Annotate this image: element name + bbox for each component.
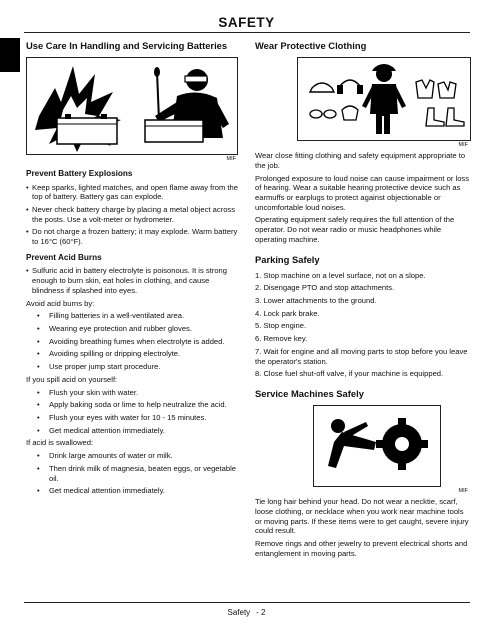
list-item: • Then drink milk of magnesia, beaten eggs, or vegetable oil. (26, 464, 238, 483)
swallow-lead: If acid is swallowed: (26, 438, 94, 448)
avoid-lead: Avoid acid burns by: (26, 298, 95, 308)
list-item: • Avoiding breathing fumes when electrolyte is added. (26, 337, 238, 347)
spill-lead: If you spill acid on yourself: (26, 374, 118, 384)
list-item: • Use proper jump start procedure. (26, 362, 238, 372)
figure-code: MIF (226, 156, 236, 163)
list-item: • Get medical attention immediately. (26, 426, 238, 436)
battery-box (57, 118, 117, 144)
list-item: • Filling batteries in a well-ventilated area. (26, 311, 238, 321)
battery-figure (26, 57, 238, 155)
list-item: • Avoiding spilling or dripping electrolyte. (26, 349, 238, 359)
step-item: 2. Disengage PTO and stop attachments. (255, 283, 395, 293)
worker-body (370, 84, 398, 134)
gear-icon (376, 418, 428, 470)
list-item: • Wearing eye protection and rubber gloves. (26, 324, 238, 334)
explosions-heading: Prevent Battery Explosions (26, 169, 133, 179)
paragraph: Remove rings and other jewelry to prevent electrical shorts and entanglement in moving parts. (255, 538, 468, 558)
step-item: 8. Close fuel shut-off valve, if your machine is equipped. (255, 369, 444, 379)
parking-heading: Parking Safely (255, 253, 320, 265)
list-item: • Flush your eyes with water for 10 - 15 minutes. (26, 413, 238, 423)
step-item: 5. Stop engine. (255, 321, 307, 331)
entanglement-illustration (314, 406, 440, 486)
section-tab (0, 38, 20, 72)
list-item: • Do not charge a frozen battery; it may explode. Warm battery to 16°C (60°F). (26, 227, 238, 246)
header-rule (24, 32, 470, 33)
step-item: 4. Lock park brake. (255, 308, 320, 318)
clothing-heading: Wear Protective Clothing (255, 40, 367, 51)
footer-section: Safety (227, 608, 251, 617)
service-heading: Service Machines Safely (255, 388, 364, 400)
page-number: - 2 (256, 608, 266, 617)
paragraph: Wear close fitting clothing and safety equipment appropriate to the job. (255, 151, 466, 170)
hard-hat-icon (310, 83, 334, 92)
left-column (26, 40, 238, 499)
footer-rule (24, 602, 470, 603)
clothing-figure (297, 57, 471, 141)
right-column (255, 40, 470, 561)
step-item: 3. Lower attachments to the ground. (255, 296, 377, 305)
battery-heading: Use Care In Handling and Servicing Batteries (26, 40, 228, 51)
figure-code: MIF (458, 488, 468, 495)
respirator-icon (342, 106, 358, 120)
list-item: • Drink large amounts of water or milk. (26, 451, 238, 461)
step-item: 6. Remove key. (255, 334, 308, 344)
list-item: • Apply baking soda or lime to help neutralize the acid. (26, 400, 238, 410)
person-head (331, 419, 345, 433)
figure-code: MIF (458, 142, 468, 149)
battery-illustration (27, 58, 237, 154)
list-item: • Never check battery charge by placing a metal object across the posts. Use a volt-meter or hydrometer. (26, 205, 238, 224)
step-item: 7. Wait for engine and all moving parts to stop before you leave the operator's station. (255, 346, 468, 366)
page-title: SAFETY (218, 15, 275, 30)
paragraph: Operating equipment safely requires the full attention of the operator. Do not wear radio or music headphones while operating machine. (255, 215, 455, 244)
list-item: • Get medical attention immediately. (26, 486, 238, 496)
paragraph: Prolonged exposure to loud noise can cause impairment or loss of hearing. Wear a suitable hearing protective device such as earmuffs or earplugs to protect against objectionable or uncomfortable loud noises. (255, 173, 470, 212)
person-body (328, 432, 376, 468)
acid-heading: Prevent Acid Burns (26, 252, 102, 262)
list-item: • Keep sparks, lighted matches, and open flame away from the top of battery. Battery gas can explode. (26, 183, 238, 202)
paragraph: Tie long hair behind your head. Do not wear a necktie, scarf, loose clothing, or necklace when you work near machine tools or moving parts. If these items were to get caught, severe injury could result. (255, 497, 469, 536)
hydrometer (157, 72, 159, 120)
protective-gear-illustration (298, 58, 470, 140)
gloves-icon (416, 80, 434, 98)
boots-icon (426, 108, 444, 126)
entanglement-figure (313, 405, 441, 487)
step-item: 1. Stop machine on a level surface, not on a slope. (255, 270, 426, 280)
goggles-icon (310, 110, 322, 118)
list-item: • Sulfuric acid in battery electrolyte is poisonous. It is strong enough to burn skin, eat holes in clothing, and cause blindness if splashed into eyes. (26, 266, 238, 295)
list-item: • Flush your skin with water. (26, 388, 238, 398)
page-footer (0, 608, 493, 618)
